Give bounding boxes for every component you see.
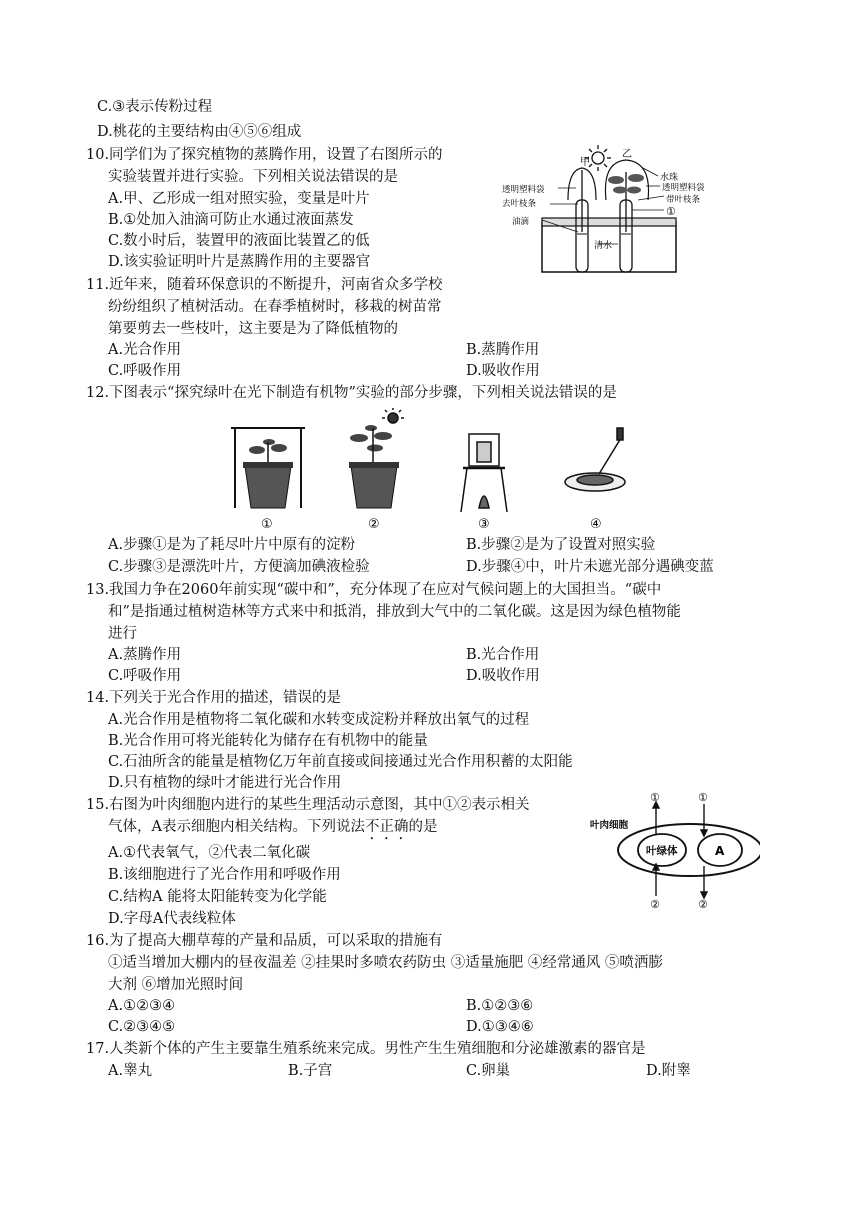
q14-option-c: C.石油所含的能量是植物亿万年前直接或间接通过光合作用积蓄的太阳能 — [108, 754, 573, 770]
q10-option-c: C.数小时后，装置甲的液面比装置乙的低 — [108, 233, 370, 249]
q11-option-d: D.吸收作用 — [466, 363, 540, 379]
q11-stem-line3: 第要剪去一些枝叶，这主要是为了降低植物的 — [108, 321, 398, 337]
fig-label-one-top-left: ① — [650, 791, 660, 804]
q16-stem-line3: 大剂 ⑥增加光照时间 — [108, 977, 244, 993]
q12-steps-figure — [225, 408, 645, 534]
q16-option-d: D.①③④⑥ — [466, 1019, 534, 1035]
q17-option-c: C.卵巢 — [466, 1063, 511, 1079]
q11-option-b: B.蒸腾作用 — [466, 342, 540, 358]
q13-option-a: A.蒸腾作用 — [108, 647, 182, 663]
step-label-3: ③ — [478, 517, 490, 532]
fig-label-water-drops: 水珠 — [660, 173, 679, 183]
fig-label-structure-a: A — [715, 844, 725, 858]
q15-stem-line1: 15.右图为叶肉细胞内进行的某些生理活动示意图，其中①②表示相关 — [86, 797, 530, 813]
q10-stem-line2: 实验装置并进行实验。下列相关说法错误的是 — [108, 169, 398, 185]
q15-option-a: A.①代表氧气，②代表二氧化碳 — [108, 845, 311, 861]
q14-stem: 14.下列关于光合作用的描述，错误的是 — [86, 690, 342, 706]
q10-option-b: B.①处加入油滴可防止水通过液面蒸发 — [108, 212, 354, 228]
q13-option-c: C.呼吸作用 — [108, 668, 182, 684]
q17-option-d: D.附睾 — [646, 1063, 691, 1079]
q15-cell-figure — [590, 790, 760, 912]
q16-option-b: B.①②③⑥ — [466, 998, 534, 1014]
fig-label-yi: 乙 — [622, 149, 632, 160]
q12-option-a: A.步骤①是为了耗尽叶片中原有的淀粉 — [108, 537, 356, 553]
q9-option-d: D.桃花的主要结构由④⑤⑥组成 — [97, 124, 302, 140]
q14-option-d: D.只有植物的绿叶才能进行光合作用 — [108, 775, 342, 791]
q13-stem-line3: 进行 — [108, 626, 137, 642]
fig-label-two-bottom-right: ② — [698, 898, 708, 911]
q13-stem-line1: 13.我国力争在2060年前实现“碳中和”，充分体现了在应对气候问题上的大国担当。“碳中 — [86, 582, 662, 598]
fig-label-one: ① — [666, 205, 676, 218]
fig-label-oil-drop: 油滴 — [512, 217, 530, 227]
q14-option-a: A.光合作用是植物将二氧化碳和水转变成淀粉并释放出氧气的过程 — [108, 712, 530, 728]
step-label-2: ② — [368, 517, 380, 532]
q17-stem: 17.人类新个体的产生主要靠生殖系统来完成。男性产生生殖细胞和分泌雄激素的器官是 — [86, 1041, 646, 1057]
q15-option-c: C.结构A 能将太阳能转变为化学能 — [108, 889, 327, 905]
fig-label-two-bottom-left: ② — [650, 898, 660, 911]
fig-label-clear-water: 清水 — [594, 241, 613, 251]
q15-stem-line2: 气体，A表示细胞内相关结构。下列说法不正确的是 — [108, 819, 438, 835]
q13-option-d: D.吸收作用 — [466, 668, 540, 684]
q11-stem-line2: 纷纷组织了植树活动。在春季植树时，移栽的树苗常 — [108, 299, 442, 315]
q17-option-a: A.睾丸 — [108, 1063, 153, 1079]
q11-option-c: C.呼吸作用 — [108, 363, 182, 379]
q12-stem: 12.下图表示“探究绿叶在光下制造有机物”实验的部分步骤，下列相关说法错误的是 — [86, 385, 617, 401]
q17-option-b: B.子宫 — [288, 1063, 333, 1079]
sun-icon — [382, 408, 404, 423]
q16-option-c: C.②③④⑤ — [108, 1019, 176, 1035]
q10-option-a: A.甲、乙形成一组对照实验，变量是叶片 — [108, 191, 370, 207]
q10-option-d: D.该实验证明叶片是蒸腾作用的主要器官 — [108, 254, 371, 270]
q16-stem-line1: 16.为了提高大棚草莓的产量和品质，可以采取的措施有 — [86, 933, 443, 949]
q16-stem-line2: ①适当增加大棚内的昼夜温差 ②挂果时多喷农药防虫 ③适量施肥 ④经常通风 ⑤喷洒膨 — [108, 955, 663, 971]
q12-option-d: D.步骤④中，叶片未遮光部分遇碘变蓝 — [466, 559, 714, 575]
fig-label-chloroplast: 叶绿体 — [646, 845, 678, 857]
fig-label-mesophyll-cell: 叶肉细胞 — [590, 820, 629, 831]
step-label-4: ④ — [590, 517, 602, 532]
q12-option-b: B.步骤②是为了设置对照实验 — [466, 537, 656, 553]
fig-label-no-leaf-branch: 去叶枝条 — [502, 199, 537, 209]
q10-transpiration-figure — [498, 140, 728, 280]
q11-stem-line1: 11.近年来，随着环保意识的不断提升，河南省众多学校 — [86, 277, 443, 293]
q10-stem-line1: 10.同学们为了探究植物的蒸腾作用，设置了右图所示的 — [86, 147, 443, 163]
q13-option-b: B.光合作用 — [466, 647, 540, 663]
q14-option-b: B.光合作用可将光能转化为储存在有机物中的能量 — [108, 733, 428, 749]
fig-label-leafy-branch: 带叶枝条 — [666, 195, 701, 205]
q15-option-d: D.字母A代表线粒体 — [108, 911, 236, 927]
fig-label-bag-left: 透明塑料袋 — [502, 185, 545, 195]
q9-option-c: C.③表示传粉过程 — [97, 99, 213, 115]
fig-label-jia: 甲 — [580, 157, 590, 168]
q13-stem-line2: 和”是指通过植树造林等方式来中和抵消，排放到大气中的二氧化碳。这是因为绿色植物能 — [108, 604, 681, 620]
fig-label-bag-right: 透明塑料袋 — [662, 183, 705, 193]
step-label-1: ① — [261, 517, 273, 532]
q11-option-a: A.光合作用 — [108, 342, 182, 358]
fig-label-one-top-right: ① — [698, 791, 708, 804]
q15-option-b: B.该细胞进行了光合作用和呼吸作用 — [108, 867, 341, 883]
q12-option-c: C.步骤③是漂洗叶片，方便滴加碘液检验 — [108, 559, 370, 575]
q16-option-a: A.①②③④ — [108, 998, 176, 1014]
